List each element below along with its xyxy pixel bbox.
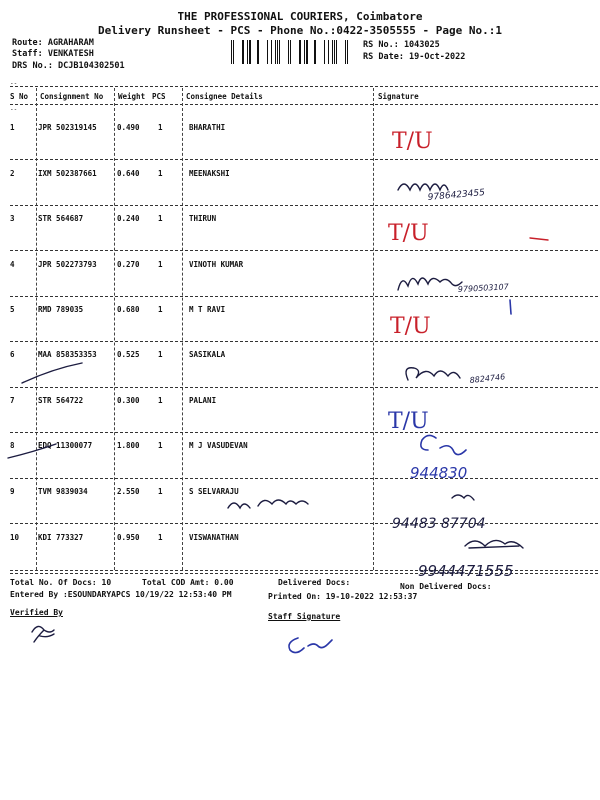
row-pcs: 1: [158, 123, 163, 132]
phone-row8: 944830: [410, 464, 468, 482]
row-pcs: 1: [158, 487, 163, 496]
tu-mark-row5: T/U: [390, 314, 431, 339]
row-sno: 10: [10, 533, 20, 542]
row-weight: 0.240: [117, 214, 140, 223]
row-consignee: M T RAVI: [189, 305, 226, 314]
tu-mark-row1: T/U: [392, 129, 433, 154]
row-sno: 3: [10, 214, 15, 223]
row-pcs: 1: [158, 441, 163, 450]
phone-row2: 9786423455: [427, 188, 486, 203]
tu-mark-row3: T/U: [388, 221, 429, 246]
row-consignee: THIRUN: [189, 214, 217, 223]
row-sno: 6: [10, 350, 15, 359]
row-sno: 7: [10, 396, 15, 405]
row-consignment: STR 564687: [38, 214, 84, 223]
row-sno: 8: [10, 441, 15, 450]
row-pcs: 1: [158, 396, 163, 405]
total-docs: Total No. Of Docs: 10: [10, 578, 112, 587]
col-header-pcs: PCS: [152, 92, 166, 101]
row-consignee: VINOTH KUMAR: [189, 260, 244, 269]
non-delivered-docs: Non Delivered Docs:: [400, 582, 492, 591]
row-consignment: KDI 773327: [38, 533, 84, 542]
phone-row6: 8824746: [469, 372, 506, 385]
row-weight: 0.525: [117, 350, 140, 359]
drs-number: DRS No.: DCJB104302501: [12, 61, 125, 71]
company-title: THE PROFESSIONAL COURIERS, Coimbatore: [177, 10, 423, 23]
col-header-weight: Weight: [118, 92, 146, 101]
row-consignment: TVM 9839034: [38, 487, 88, 496]
tu-mark-row7: T/U: [388, 409, 429, 434]
total-cod: Total COD Amt: 0.00: [142, 578, 234, 587]
row-consignment: IXM 502387661: [38, 169, 97, 178]
row-sno: 1: [10, 123, 15, 132]
row-weight: 0.640: [117, 169, 140, 178]
row-consignee: VISWANATHAN: [189, 533, 239, 542]
row-consignee: BHARATHI: [189, 123, 226, 132]
col-header-consignment: Consignment No: [40, 92, 104, 101]
row-weight: 0.680: [117, 305, 140, 314]
row-consignee: PALANI: [189, 396, 217, 405]
col-header-consignee: Consignee Details: [186, 92, 263, 101]
row-pcs: 1: [158, 350, 163, 359]
phone-row10: 9944471555: [418, 562, 514, 580]
row-consignment: MAA 858353353: [38, 350, 97, 359]
row-pcs: 1: [158, 260, 163, 269]
row-pcs: 1: [158, 533, 163, 542]
row-consignee: MEENAKSHI: [189, 169, 230, 178]
row-consignment: JPR 502319145: [38, 123, 97, 132]
row-consignee: S SELVARAJU: [189, 487, 239, 496]
col-header-sno: S No: [10, 92, 29, 101]
row-consignment: JPR 502273793: [38, 260, 97, 269]
rs-date: RS Date: 19-Oct-2022: [363, 52, 466, 62]
phone-row9: 94483 87704: [392, 516, 486, 532]
col-header-signature: Signature: [378, 92, 419, 101]
rs-number: RS No.: 1043025: [363, 40, 440, 50]
row-sno: 4: [10, 260, 15, 269]
row-consignment: STR 564722: [38, 396, 84, 405]
phone-row4: 9790503107: [457, 282, 509, 294]
entered-by: Entered By :ESOUNDARYAPCS 10/19/22 12:53:40 PM: [10, 590, 232, 599]
delivered-docs: Delivered Docs:: [278, 578, 351, 587]
row-consignment: EDQ 11300077: [38, 441, 93, 450]
row-weight: 1.800: [117, 441, 140, 450]
staff-signature-label: Staff Signature: [268, 612, 341, 621]
printed-on: Printed On: 19-10-2022 12:53:37: [268, 592, 418, 601]
row-weight: 0.490: [117, 123, 140, 132]
row-weight: 0.300: [117, 396, 140, 405]
row-weight: 2.550: [117, 487, 140, 496]
staff-label: Staff: VENKATESH: [12, 49, 94, 59]
row-sno: 5: [10, 305, 15, 314]
route-label: Route: AGRAHARAM: [12, 38, 94, 48]
verified-by-label: Verified By: [10, 608, 63, 617]
row-weight: 0.270: [117, 260, 140, 269]
runsheet-subtitle: Delivery Runsheet - PCS - Phone No.:0422-3505555 - Page No.:1: [98, 24, 502, 37]
row-sno: 9: [10, 487, 15, 496]
row-pcs: 1: [158, 169, 163, 178]
row-pcs: 1: [158, 305, 163, 314]
row-consignee: SASIKALA: [189, 350, 226, 359]
row-consignment: RMD 789035: [38, 305, 84, 314]
row-weight: 0.950: [117, 533, 140, 542]
row-consignee: M J VASUDEVAN: [189, 441, 248, 450]
row-pcs: 1: [158, 214, 163, 223]
row-sno: 2: [10, 169, 15, 178]
